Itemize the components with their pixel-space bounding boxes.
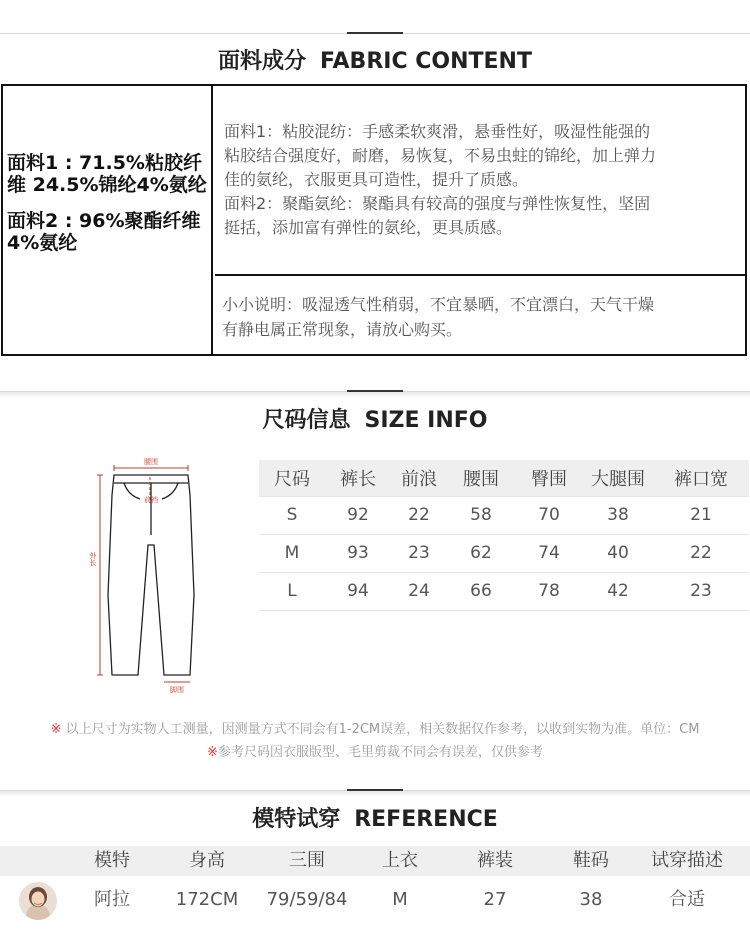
size-title-tick (347, 390, 403, 392)
size-cell: 66 (447, 572, 515, 610)
fabric-description-line: 面料1：粘胶混纺：手感柔软爽滑，悬垂性好，吸湿性能强的 (224, 122, 651, 141)
size-cell: M (259, 534, 325, 572)
size-cell: 40 (583, 534, 653, 572)
size-cell: 23 (653, 572, 749, 610)
fabric-table (1, 84, 747, 356)
size-cell: 78 (515, 572, 583, 610)
size-cell: 58 (447, 496, 515, 534)
size-cell: 93 (325, 534, 391, 572)
title-tick (347, 32, 403, 34)
model-header-cell: 三围 (289, 850, 325, 871)
size-divider-shade (0, 392, 750, 398)
size-header-cell: 裤长 (325, 460, 391, 496)
size-cell: 70 (515, 496, 583, 534)
size-cell: 21 (653, 496, 749, 534)
waist-label: 腰围 (144, 458, 158, 466)
fabric-title (0, 44, 750, 75)
model-header-cell: 鞋码 (573, 850, 609, 871)
model-header-cell: 上衣 (382, 850, 418, 871)
fabric-title-en: FABRIC CONTENT (320, 49, 532, 74)
size-cell: L (259, 572, 325, 610)
fabric-composition (3, 86, 213, 354)
fabric-1-composition: 面料1 : 71.5%粘胶纤维 24.5%锦纶4%氨纶 (7, 152, 207, 196)
model-divider-shade (0, 791, 750, 797)
model-header-cell: 裤装 (477, 850, 513, 871)
outer-length-label: 外长 (89, 552, 97, 566)
size-header-cell: 前浪 (391, 460, 447, 496)
pants-measure-diagram (84, 455, 216, 693)
size-cell: 42 (583, 572, 653, 610)
size-header-cell: 腰围 (447, 460, 515, 496)
size-header-cell: 裤口宽 (653, 460, 749, 496)
model-header-cell: 试穿描述 (651, 850, 723, 871)
model-header-cell: 模特 (94, 850, 130, 871)
size-cell: 94 (325, 572, 391, 610)
size-title-en: SIZE INFO (364, 408, 488, 433)
size-header-cell: 大腿围 (583, 460, 653, 496)
size-title (0, 403, 750, 434)
fabric-title-cn: 面料成分 (218, 49, 307, 74)
model-name: 阿拉 (94, 889, 130, 910)
size-cell: 22 (391, 496, 447, 534)
size-note-1 (0, 718, 750, 737)
model-measurements: 79/59/84 (266, 889, 348, 910)
size-title-cn: 尺码信息 (262, 408, 351, 433)
size-note-1-text: 以上尺寸为实物人工测量，因测量方式不同会有1-2CM误差，相关数据仅作参考，以收到实物为准。单位：CM (65, 722, 700, 737)
fabric-description (215, 86, 745, 276)
model-header-cell: 身高 (189, 850, 225, 871)
model-title-en: REFERENCE (354, 807, 498, 832)
model-top-size: M (392, 889, 408, 910)
pants-outline-icon (108, 475, 194, 675)
table-row (259, 496, 749, 534)
fabric-2-composition: 面料2 : 96%聚酯纤维 4%氨纶 (7, 210, 201, 254)
size-note-2 (0, 741, 750, 760)
table-row (259, 572, 749, 610)
model-table-header (0, 846, 750, 876)
size-note-2-text: 参考尺码因衣服版型、毛里剪裁不同会有误差，仅供参考 (217, 745, 543, 760)
model-pants-size: 27 (483, 889, 507, 910)
size-header-cell: 尺码 (259, 460, 325, 496)
size-cell: 38 (583, 496, 653, 534)
note-mark-icon: ※ (50, 722, 62, 737)
care-note-line: 小小说明：吸湿透气性稍弱，不宜暴晒，不宜漂白，天气干燥 (222, 295, 655, 314)
model-height: 172CM (175, 889, 239, 910)
size-header-cell: 臀围 (515, 460, 583, 496)
note-mark-icon: ※ (207, 745, 218, 760)
table-row (259, 534, 749, 572)
size-cell: 23 (391, 534, 447, 572)
model-title-tick (347, 789, 403, 791)
model-title (0, 802, 750, 833)
model-shoe-size: 38 (579, 889, 603, 910)
fabric-description-line: 佳的氨纶，衣服更具可造性，提升了质感。 (224, 170, 529, 189)
size-cell: 22 (653, 534, 749, 572)
size-cell: 62 (447, 534, 515, 572)
model-fit-description: 合适 (669, 889, 705, 910)
size-table (259, 460, 749, 611)
care-note (215, 278, 745, 354)
size-cell: 24 (391, 572, 447, 610)
size-cell: 92 (325, 496, 391, 534)
model-title-cn: 模特试穿 (252, 807, 341, 832)
size-table-header (259, 460, 749, 496)
fabric-description-line: 面料2：聚酯氨纶：聚酯具有较高的强度与弹性恢复性，坚固 (224, 194, 651, 213)
size-cell: 74 (515, 534, 583, 572)
table-row (0, 878, 750, 922)
fabric-description-line: 粘胶结合强度好，耐磨，易恢复，不易虫蛀的锦纶，加上弹力 (224, 146, 657, 165)
hem-label: 脚围 (170, 686, 184, 693)
fabric-description-line: 挺括，添加富有弹性的氨纶，更具质感。 (224, 218, 513, 237)
size-cell: S (259, 496, 325, 534)
care-note-line: 有静电属正常现象，请放心购买。 (222, 320, 463, 339)
rise-label: 前裆 (144, 496, 158, 504)
